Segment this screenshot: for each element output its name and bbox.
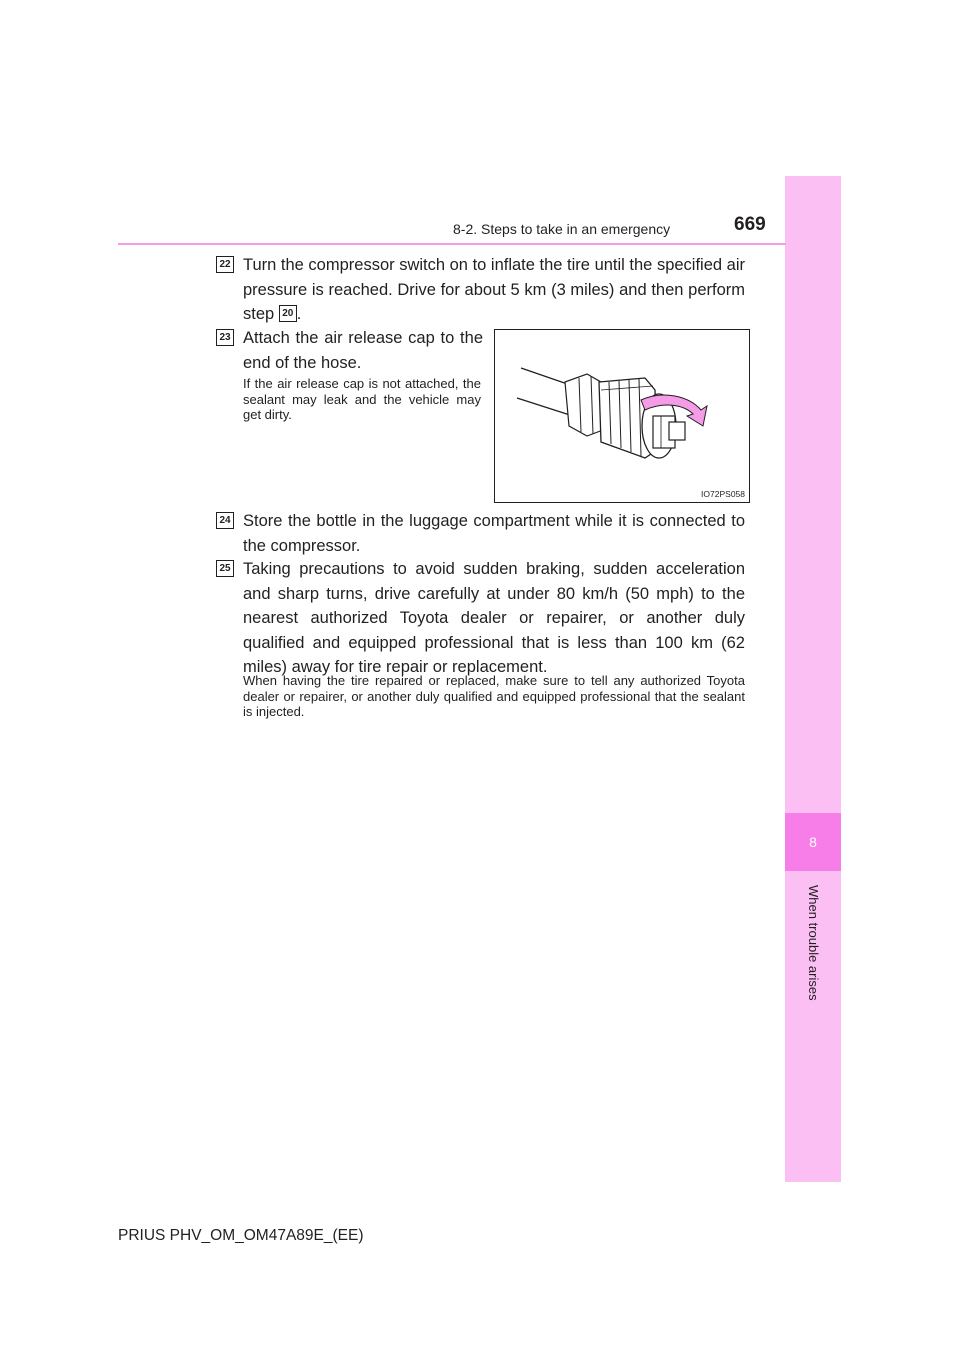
step-number-22: 22 bbox=[216, 256, 234, 273]
page-number: 669 bbox=[734, 214, 766, 235]
section-title: 8-2. Steps to take in an emergency bbox=[453, 221, 671, 237]
chapter-number-tab[interactable] bbox=[785, 813, 841, 871]
step-25-text: Taking precautions to avoid sudden braking, sudden acceleration and sharp turns, drive carefully at under 80 km/h (50 mph) to the nearest authorized Toyota dealer or repairer, or another duly qualified and equipped professional that is less than 100 km (62 miles) away for tire repair or replacement. bbox=[243, 560, 745, 676]
step-number-23: 23 bbox=[216, 329, 234, 346]
step-ref-20[interactable]: 20 bbox=[279, 305, 297, 322]
step-number-25: 25 bbox=[216, 560, 234, 577]
header-divider bbox=[118, 243, 786, 245]
step-22-text-before: Turn the compressor switch on to inflate the tire until the specified air pressure is reached. Drive for about 5 km (3 miles) and then perform step bbox=[243, 256, 745, 323]
step-24-text: Store the bottle in the luggage compartment while it is connected to the compressor. bbox=[243, 512, 745, 555]
air-release-cap-illustration bbox=[494, 329, 750, 503]
figure-code: IO72PS058 bbox=[701, 489, 745, 499]
step-23-note: If the air release cap is not attached, the sealant may leak and the vehicle may get dirty. bbox=[243, 376, 481, 422]
step-23-text: Attach the air release cap to the end of the hose. bbox=[243, 329, 483, 372]
step-25-note: When having the tire repaired or replaced, make sure to tell any authorized Toyota dealer or repairer, or another duly qualified and equipped professional that the sealant is injected. bbox=[243, 673, 745, 719]
step-22-text bbox=[243, 253, 745, 327]
chapter-number: 8 bbox=[809, 834, 817, 850]
step-22-text-after: . bbox=[296, 305, 302, 323]
chapter-title: When trouble arises bbox=[806, 885, 821, 1001]
document-code: PRIUS PHV_OM_OM47A89E_(EE) bbox=[118, 1227, 364, 1244]
hose-cap-drawing bbox=[495, 330, 749, 502]
step-number-24: 24 bbox=[216, 512, 234, 529]
chapter-side-strip bbox=[785, 176, 841, 1182]
